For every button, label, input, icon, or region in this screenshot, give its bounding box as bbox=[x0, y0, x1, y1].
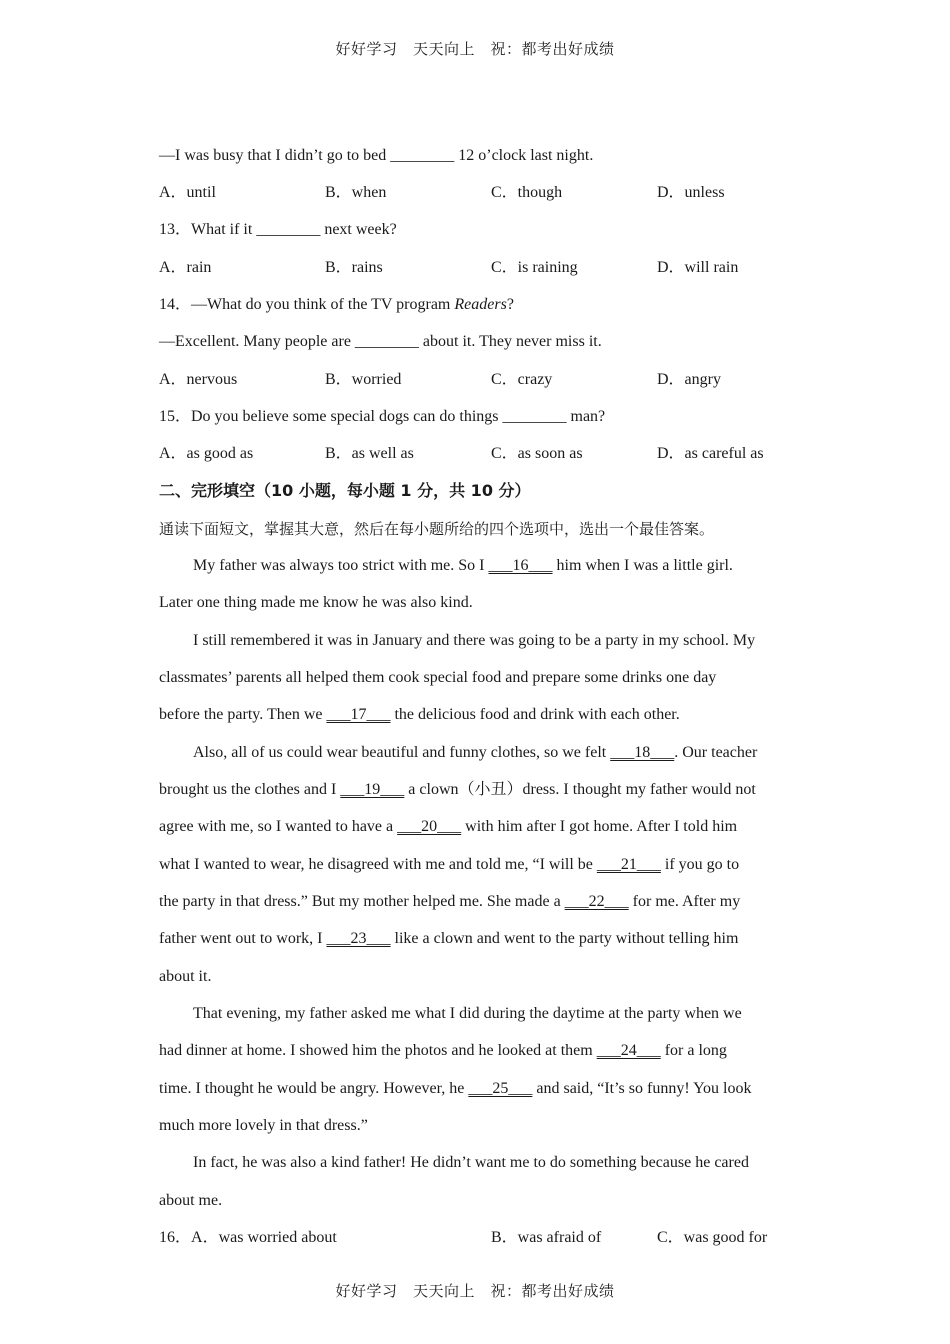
passage-line: what I wanted to wear, he disagreed with me and told me, “I will be ___21___ if you go to bbox=[159, 856, 740, 873]
q13-option-c: C．is raining bbox=[491, 259, 578, 276]
passage-line: That evening, my father asked me what I did during the daytime at the party when we bbox=[193, 1005, 742, 1022]
passage-line: father went out to work, I ___23___ like a clown and went to the party without telling him bbox=[159, 930, 739, 947]
q13-option-b: B．rains bbox=[325, 259, 383, 276]
q15-option-b: B．as well as bbox=[325, 445, 414, 462]
passage-line: brought us the clothes and I ___19___ a clown（小丑）dress. I thought my father would not bbox=[159, 781, 756, 798]
q16-option-a: 16．A．was worried about bbox=[159, 1229, 337, 1246]
passage-line: much more lovely in that dress.” bbox=[159, 1117, 368, 1134]
passage-line: I still remembered it was in January and there was going to be a party in my school. My bbox=[193, 632, 756, 649]
q14-option-a: A．nervous bbox=[159, 371, 238, 388]
program-title: Readers bbox=[454, 296, 507, 313]
q14-option-b: B．worried bbox=[325, 371, 402, 388]
q16-option-b: B．was afraid of bbox=[491, 1229, 602, 1246]
passage-line: My father was always too strict with me. So I ___16___ him when I was a little girl. bbox=[193, 557, 733, 574]
q15-option-d: D．as careful as bbox=[657, 445, 764, 462]
blank-22: ___22___ bbox=[564, 893, 629, 910]
question-14-reply: —Excellent. Many people are ________ about it. They never miss it. bbox=[159, 333, 602, 350]
q13-option-d: D．will rain bbox=[657, 259, 739, 276]
q12-option-b: B．when bbox=[325, 184, 387, 201]
passage-line: classmates’ parents all helped them cook special food and prepare some drinks one day bbox=[159, 669, 717, 686]
blank-25: ___25___ bbox=[468, 1080, 533, 1097]
q16-option-c: C．was good for bbox=[657, 1229, 768, 1246]
passage-line: agree with me, so I wanted to have a ___20___ with him after I got home. After I told him bbox=[159, 818, 738, 835]
page-header: 好好学习 天天向上 祝：都考出好成绩 bbox=[335, 40, 615, 58]
passage-line: Also, all of us could wear beautiful and funny clothes, so we felt ___18___. Our teacher bbox=[193, 744, 758, 761]
q15-option-a: A．as good as bbox=[159, 445, 254, 462]
section-instruction: 通读下面短文，掌握其大意，然后在每小题所给的四个选项中，选出一个最佳答案。 bbox=[159, 520, 715, 538]
blank-19: ___19___ bbox=[340, 781, 405, 798]
question-12-stem: —I was busy that I didn’t go to bed ________ 12 o’clock last night. bbox=[159, 147, 594, 164]
blank-24: ___24___ bbox=[596, 1042, 661, 1059]
section-title: 二、完形填空（10 小题，每小题 1 分，共 10 分） bbox=[159, 481, 531, 500]
q12-option-a: A．until bbox=[159, 184, 216, 201]
q12-option-d: D．unless bbox=[657, 184, 725, 201]
page-footer: 好好学习 天天向上 祝：都考出好成绩 bbox=[335, 1282, 615, 1300]
q15-option-c: C．as soon as bbox=[491, 445, 583, 462]
q14-option-c: C．crazy bbox=[491, 371, 553, 388]
question-13-stem: 13．What if it ________ next week? bbox=[159, 221, 397, 238]
passage-line: about it. bbox=[159, 968, 212, 985]
question-14-stem: 14．—What do you think of the TV program Readers? bbox=[159, 296, 514, 313]
passage-line: time. I thought he would be angry. However, he ___25___ and said, “It’s so funny! You look bbox=[159, 1080, 752, 1097]
question-15-stem: 15．Do you believe some special dogs can do things ________ man? bbox=[159, 408, 606, 425]
blank-17: ___17___ bbox=[326, 706, 391, 723]
passage-line: In fact, he was also a kind father! He didn’t want me to do something because he cared bbox=[193, 1154, 749, 1171]
blank-18: ___18___ bbox=[610, 744, 675, 761]
blank-16: ___16___ bbox=[488, 557, 553, 574]
q14-option-d: D．angry bbox=[657, 371, 721, 388]
passage-line: before the party. Then we ___17___ the delicious food and drink with each other. bbox=[159, 706, 680, 723]
blank-20: ___20___ bbox=[397, 818, 462, 835]
passage-line: had dinner at home. I showed him the photos and he looked at them ___24___ for a long bbox=[159, 1042, 727, 1059]
passage-line: the party in that dress.” But my mother helped me. She made a ___22___ for me. After my bbox=[159, 893, 741, 910]
blank-21: ___21___ bbox=[596, 856, 661, 873]
passage-line: Later one thing made me know he was also kind. bbox=[159, 594, 473, 611]
q13-option-a: A．rain bbox=[159, 259, 212, 276]
q12-option-c: C．though bbox=[491, 184, 563, 201]
passage-line: about me. bbox=[159, 1192, 223, 1209]
blank-23: ___23___ bbox=[326, 930, 391, 947]
